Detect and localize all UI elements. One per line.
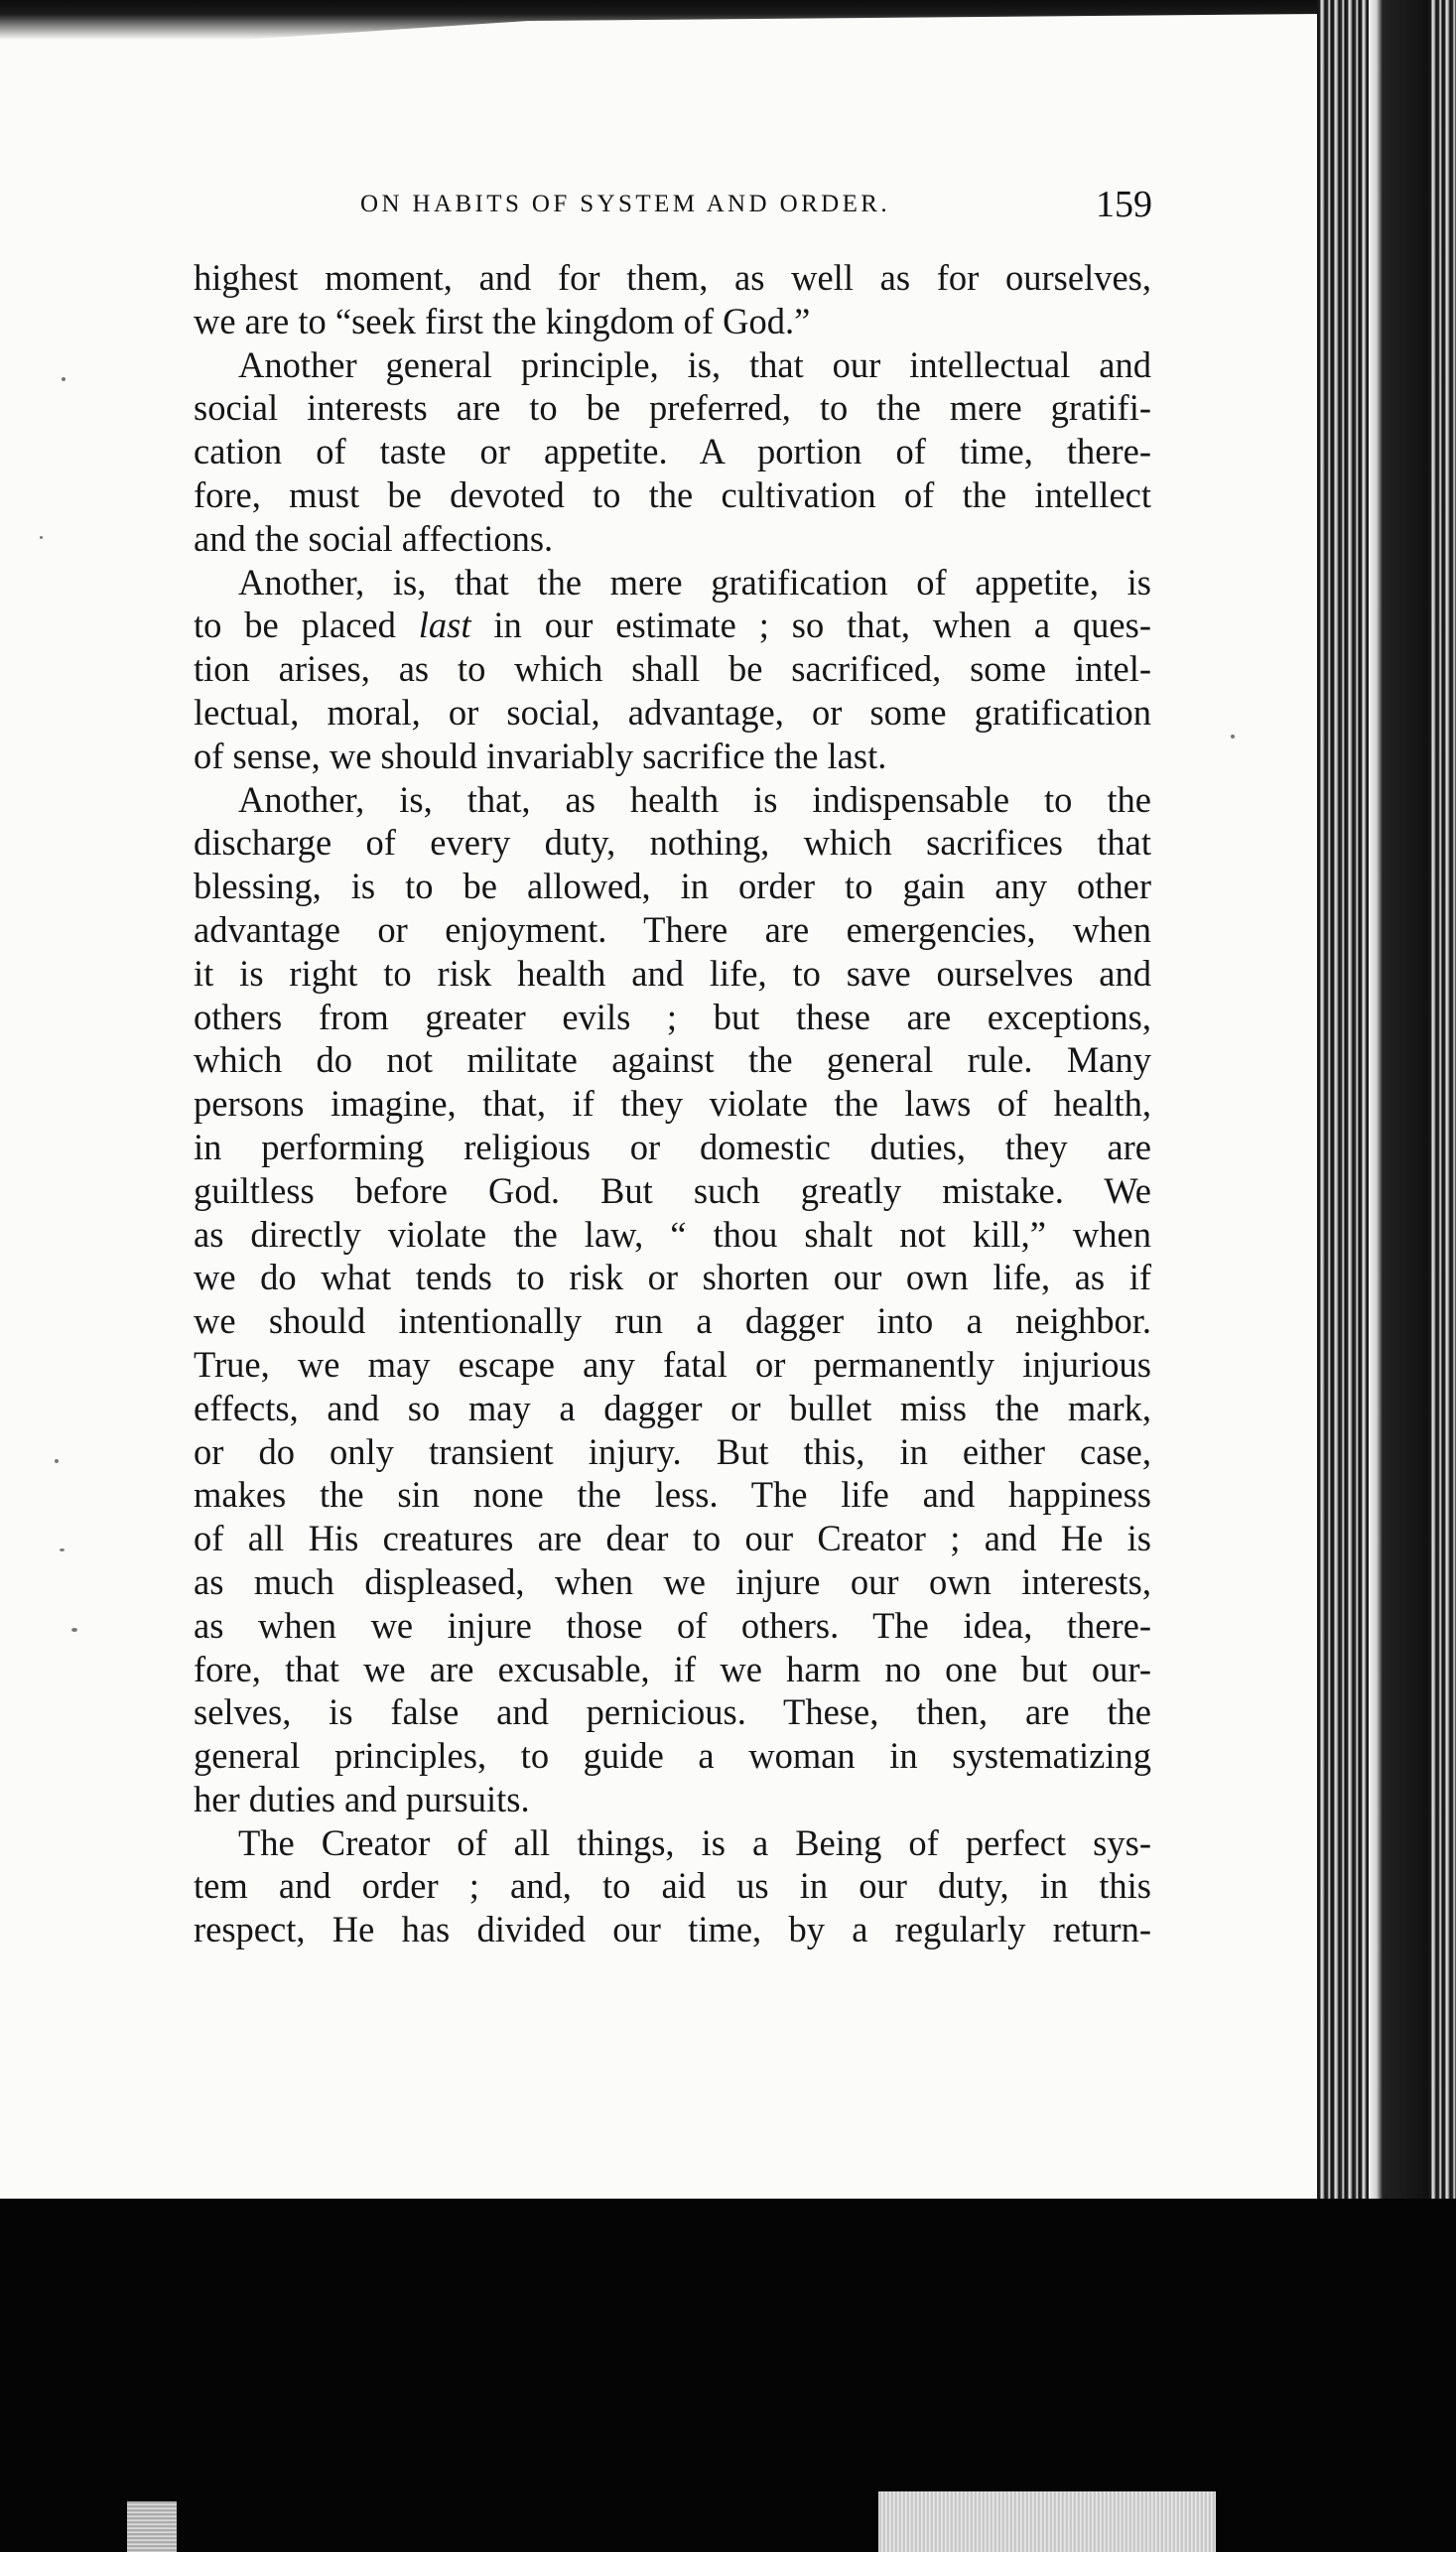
text-line: of all His creatures are dear to our Creator ; and He is (194, 1518, 1151, 1559)
text-line: fore, must be devoted to the cultivation of the intellect (194, 473, 1151, 515)
body-text (194, 256, 1151, 1951)
text-line: we are to “seek first the kingdom of God.” (194, 300, 811, 341)
text-line: fore, that we are excusable, if we harm no one but our- (194, 1648, 1151, 1689)
text-line: highest moment, and for them, as well as for ourselves, (194, 257, 1151, 298)
text-line: The Creator of all things, is a Being of perfect sys- (238, 1821, 1151, 1863)
text-line: discharge of every duty, nothing, which sacrifices that (194, 822, 1151, 864)
text-line: advantage or enjoyment. There are emergencies, when (194, 908, 1151, 950)
text-line: of sense, we should invariably sacrifice the last. (194, 735, 887, 776)
running-title: ON HABITS OF SYSTEM AND ORDER. (360, 191, 890, 217)
text-line: Another, is, that, as health is indispensable to the (238, 778, 1151, 820)
text-line: as when we injure those of others. The idea, there- (194, 1604, 1151, 1646)
text-line: effects, and so may a dagger or bullet miss the mark, (194, 1387, 1151, 1428)
text-line: as directly violate the law, “ thou shalt not kill,” when (194, 1213, 1151, 1255)
text-line (194, 604, 1151, 647)
text-line: as much displeased, when we injure our own interests, (194, 1560, 1151, 1602)
text-line: selves, is false and pernicious. These, then, are the (194, 1691, 1151, 1733)
text-line: guiltless before God. But such greatly mistake. We (194, 1169, 1151, 1211)
emphasis-word: last (418, 604, 471, 646)
text-line: in performing religious or domestic duties, they are (194, 1126, 1151, 1167)
text-line: cation of taste or appetite. A portion of time, there- (194, 431, 1151, 472)
text-line: we should intentionally run a dagger into a neighbor. (194, 1300, 1151, 1342)
text-line: general principles, to guide a woman in systematizing (194, 1735, 1151, 1777)
text-segment: to be placed (194, 604, 419, 646)
text-line: makes the sin none the less. The life and happiness (194, 1474, 1151, 1516)
page-number: 159 (1096, 184, 1152, 225)
bottom-scan-artifact (878, 2491, 1216, 2552)
text-line: lectual, moral, or social, advantage, or some gratification (194, 691, 1151, 733)
text-line: her duties and pursuits. (194, 1778, 530, 1819)
text-line: others from greater evils ; but these are exceptions, (194, 996, 1151, 1037)
text-line: tion arises, as to which shall be sacrificed, some intel- (194, 648, 1151, 690)
text-line: or do only transient injury. But this, in either case, (194, 1430, 1151, 1472)
running-head (194, 183, 1156, 232)
text-line: and the social affections. (194, 517, 554, 559)
text-line: respect, He has divided our time, by a regularly return- (194, 1909, 1151, 1950)
text-line: persons imagine, that, if they violate the laws of health, (194, 1083, 1151, 1125)
text-line: tem and order ; and, to aid us in our duty, in this (194, 1865, 1151, 1907)
text-segment: in our estimate ; so that, when a ques- (470, 604, 1151, 646)
text-line: it is right to risk health and life, to save ourselves and (194, 952, 1151, 994)
text-line: Another, is, that the mere gratification of appetite, is (238, 561, 1151, 603)
text-line: we do what tends to risk or shorten our own life, as if (194, 1257, 1151, 1298)
bottom-left-scan-artifact (127, 2501, 177, 2552)
text-line: True, we may escape any fatal or permanently injurious (194, 1343, 1151, 1385)
book-spine-shadow (1369, 0, 1428, 2552)
top-scan-shadow (0, 0, 1320, 69)
text-line: which do not militate against the general rule. Many (194, 1039, 1151, 1081)
text-line: Another general principle, is, that our intellectual and (238, 343, 1151, 385)
text-line: social interests are to be preferred, to the mere gratifi- (194, 387, 1151, 429)
text-line: blessing, is to be allowed, in order to gain any other (194, 866, 1151, 907)
bottom-scan-border (0, 2199, 1456, 2552)
